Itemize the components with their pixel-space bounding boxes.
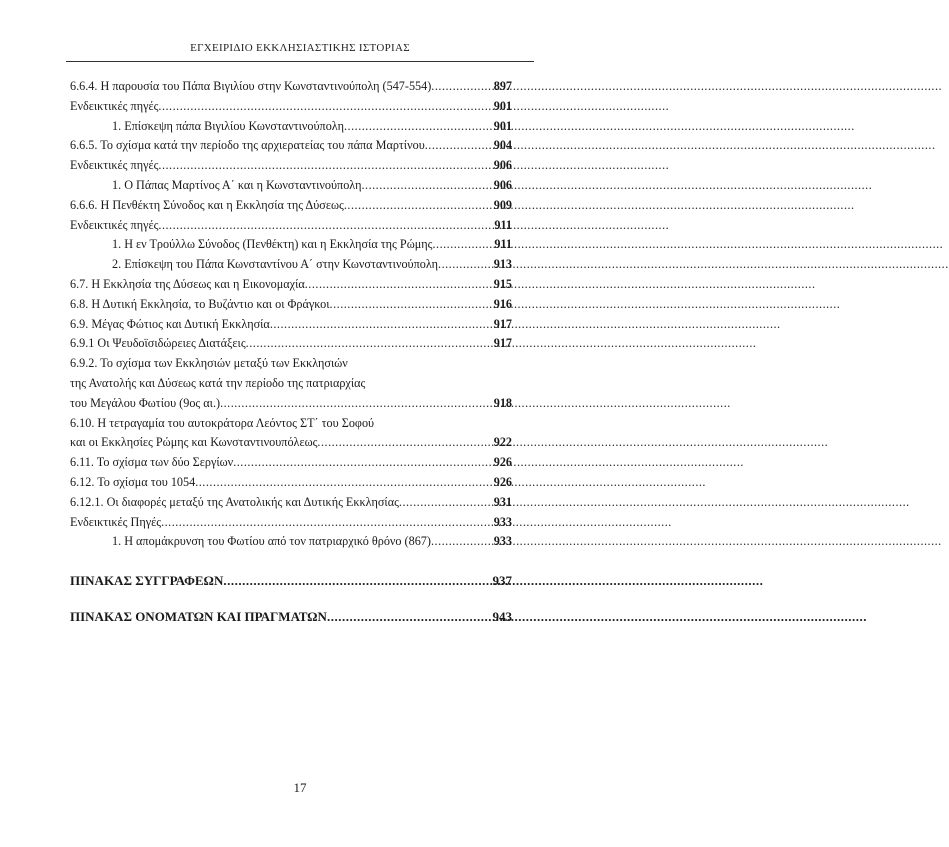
- dot-leader: [344, 196, 494, 216]
- dot-leader: [270, 315, 494, 335]
- toc-entry-title: 1. Η απομάκρυνση του Φωτίου από τον πατριαρχικό θρόνο (867): [112, 534, 431, 549]
- toc-entry-page: 911: [494, 217, 512, 232]
- toc-entry-title: 6.6.5. Το σχίσμα κατά την περίοδο της αρχιερατείας του πάπα Μαρτίνου: [70, 138, 425, 153]
- dot-leader: [158, 156, 493, 176]
- toc-entry-page: 931: [493, 494, 512, 509]
- toc-entry: [70, 216, 512, 236]
- dot-leader: [327, 606, 493, 628]
- toc-entry-title: 6.6.6. Η Πενθέκτη Σύνοδος και η Εκκλησία της Δύσεως: [70, 197, 344, 212]
- toc-entry: [70, 334, 512, 354]
- toc-entry-title: Ενδεικτικές πηγές: [70, 98, 159, 113]
- toc-entry-title: 6.6.4. Η παρουσία του Πάπα Βιγιλίου στην Κωνσταντινούπολη (547-554): [70, 79, 432, 93]
- dot-leader: [432, 235, 494, 255]
- toc-entry-page: 906: [493, 158, 512, 173]
- toc-entry: [70, 513, 512, 533]
- toc-entry: [70, 433, 512, 453]
- toc-entry: [70, 453, 512, 473]
- dot-leader: [330, 295, 494, 315]
- toc-entry-title: και οι Εκκλησίες Ρώμης και Κωνσταντινουπόλεως: [70, 435, 318, 450]
- index-entry-page: 937: [492, 573, 512, 589]
- toc-entry-page: 922: [493, 435, 512, 450]
- toc-entry: [70, 117, 512, 137]
- toc-entry: [70, 473, 512, 493]
- toc-entry-title: 6.9. Μέγας Φώτιος και Δυτική Εκκλησία: [70, 316, 270, 331]
- dot-leader: [161, 513, 494, 533]
- dot-leader: [233, 453, 494, 473]
- toc-entry: [70, 196, 512, 216]
- toc-entry: [70, 255, 512, 275]
- toc-entry: [70, 394, 512, 414]
- toc-entry-title: 6.8. Η Δυτική Εκκλησία, το Βυζάντιο και οι Φράγκοι: [70, 296, 330, 311]
- index-entry-title: ΠΙΝΑΚΑΣ ΟΝΟΜΑΤΩΝ ΚΑΙ ΠΡΑΓΜΑΤΩΝ: [70, 609, 327, 625]
- toc-entry-page: 933: [493, 534, 512, 549]
- toc-entry-page: 913: [493, 257, 512, 272]
- toc-entry-title-line: της Ανατολής και Δύσεως κατά την περίοδο της πατριαρχίας: [70, 375, 366, 390]
- toc-entry: [70, 97, 512, 117]
- toc-entry-title: Ενδεικτικές πηγές: [70, 217, 159, 232]
- dot-leader: [158, 97, 493, 117]
- toc-entry-title: Ενδεικτικές πηγές: [70, 158, 159, 173]
- table-of-contents: [70, 77, 512, 628]
- toc-entry-title: 6.12.1. Οι διαφορές μεταξύ της Ανατολικής και Δυτικής Εκκλησίας: [70, 494, 399, 509]
- toc-entry-page: 933: [493, 514, 512, 529]
- toc-entry-page: 916: [493, 296, 512, 311]
- dot-leader: [246, 334, 494, 354]
- toc-entry: [70, 532, 512, 552]
- running-header: ΕΓΧΕΙΡΙΔΙΟ ΕΚΚΛΗΣΙΑΣΤΙΚΗΣ ΙΣΤΟΡΙΑΣ: [190, 42, 410, 54]
- toc-entry-title: Ενδεικτικές Πηγές: [70, 514, 162, 529]
- toc-entry-title: 6.9.1 Οι Ψευδοϊσιδώρειες Διατάξεις: [70, 336, 246, 351]
- index-entry-names-subjects: [70, 606, 512, 628]
- dot-leader: [195, 473, 494, 493]
- index-entry-authors: [70, 570, 512, 592]
- toc-entry-page: 926: [493, 455, 512, 470]
- toc-entry-title: 6.7. Η Εκκλησία της Δύσεως και η Εικονομαχία: [70, 276, 305, 291]
- page-number: 17: [293, 780, 307, 795]
- dot-leader: [399, 493, 494, 513]
- toc-entry-title-line: 6.10. Η τετραγαμία του αυτοκράτορα Λεόντος ΣΤ΄ του Σοφού: [70, 415, 375, 430]
- header-rule: [66, 61, 534, 62]
- dot-leader: [220, 394, 494, 414]
- dot-leader: [425, 136, 494, 156]
- toc-entry: [70, 235, 512, 255]
- toc-entry: [70, 493, 512, 513]
- toc-entry-title: 1. Η εν Τρούλλω Σύνοδος (Πενθέκτη) και η Εκκλησία της Ρώμης: [112, 237, 433, 252]
- toc-entry: [70, 275, 512, 295]
- toc-entry-page: 915: [493, 276, 512, 291]
- toc-entry-title: 1. Επίσκεψη πάπα Βιγιλίου Κωνσταντινούπολη: [112, 118, 344, 133]
- dot-leader: [158, 216, 494, 236]
- dot-leader: [361, 176, 493, 196]
- toc-entry-page: 918: [493, 395, 512, 410]
- toc-entry-page: 897: [493, 79, 512, 93]
- toc-entry: [70, 176, 512, 196]
- dot-leader: [431, 532, 494, 552]
- toc-entry-page: 904: [493, 138, 512, 153]
- dot-leader: [305, 275, 494, 295]
- toc-entry: [70, 295, 512, 315]
- toc-entry-page: 917: [493, 316, 512, 331]
- dot-leader: [223, 570, 492, 592]
- dot-leader: [438, 255, 494, 275]
- toc-entry: [70, 136, 512, 156]
- toc-entry-page: 926: [493, 474, 512, 489]
- toc-entry: [70, 156, 512, 176]
- toc-entry-title: 2. Επίσκεψη του Πάπα Κωνσταντίνου Α΄ στην Κωνσταντινούπολη: [112, 257, 439, 272]
- index-entry-page: 943: [492, 609, 512, 625]
- toc-entry-title-line: 6.9.2. Το σχίσμα των Εκκλησιών μεταξύ των Εκκλησιών: [70, 356, 348, 371]
- dot-leader: [317, 433, 493, 453]
- toc-entry-page: 917: [493, 336, 512, 351]
- toc-entry-page: 901: [493, 118, 512, 133]
- toc-entry-title: 6.11. Το σχίσμα των δύο Σεργίων: [70, 455, 234, 470]
- dot-leader: [431, 77, 493, 97]
- toc-entry-title: 6.12. Το σχίσμα του 1054: [70, 474, 196, 489]
- toc-entry-page: 911: [494, 237, 512, 252]
- toc-entry-title: 1. Ο Πάπας Μαρτίνος Α΄ και η Κωνσταντινούπολη: [112, 177, 362, 192]
- toc-entry-page: 906: [493, 177, 512, 192]
- toc-entry: [70, 315, 512, 335]
- toc-entry: [70, 77, 512, 97]
- toc-entry-page: 909: [493, 197, 512, 212]
- toc-entry-title: του Μεγάλου Φωτίου (9ος αι.): [70, 395, 221, 410]
- dot-leader: [344, 117, 494, 137]
- index-entry-title: ΠΙΝΑΚΑΣ ΣΥΓΓΡΑΦΕΩΝ: [70, 573, 224, 589]
- toc-entry-page: 901: [493, 98, 512, 113]
